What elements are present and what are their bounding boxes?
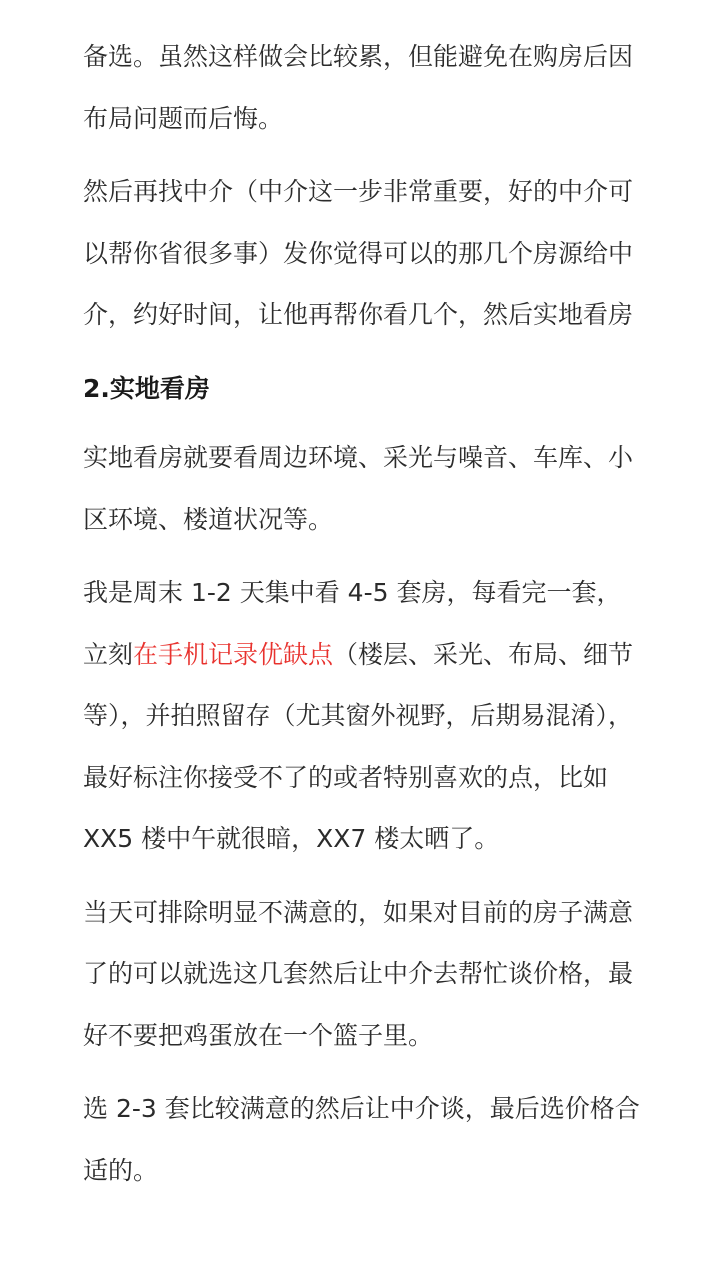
record-notes-text-before: 我是周末 1-2 天集中看 4-5 套房，每看完一套，立刻 (83, 578, 622, 669)
paragraph-layout-regret: 备选。虽然这样做会比较累，但能避免在购房后因布局问题而后悔。 (83, 42, 634, 133)
paragraph-find-agent: 然后再找中介（中介这一步非常重要，好的中介可以帮你省很多事）发你觉得可以的那几个房源给中介，约好时间，让他再帮你看几个，然后实地看房 (83, 177, 634, 329)
paragraph-exclude-options: 当天可排除明显不满意的，如果对目前的房子满意了的可以就选这几套然后让中介去帮忙谈价格，最好不要把鸡蛋放在一个篮子里。 (83, 897, 634, 1050)
section-heading: 2.实地看房 (83, 373, 210, 403)
record-notes-text-after: （楼层、采光、布局、细节等），并拍照留存（尤其窗外视野，后期易混淆），最好标注你接受不了的或者特别喜欢的点，比如 XX5 楼中午就很暗，XX7 楼太晒了。 (83, 639, 634, 853)
article-body (83, 26, 643, 1213)
paragraph-negotiate: 选 2-3 套比较满意的然后让中介谈，最后选价格合适的。 (83, 1094, 640, 1185)
paragraph-viewing-checklist: 实地看房就要看周边环境、采光与噪音、车库、小区环境、楼道状况等。 (83, 443, 634, 534)
paragraph-record-notes (83, 562, 643, 870)
highlighted-text: 在手机记录优缺点 (133, 639, 334, 669)
